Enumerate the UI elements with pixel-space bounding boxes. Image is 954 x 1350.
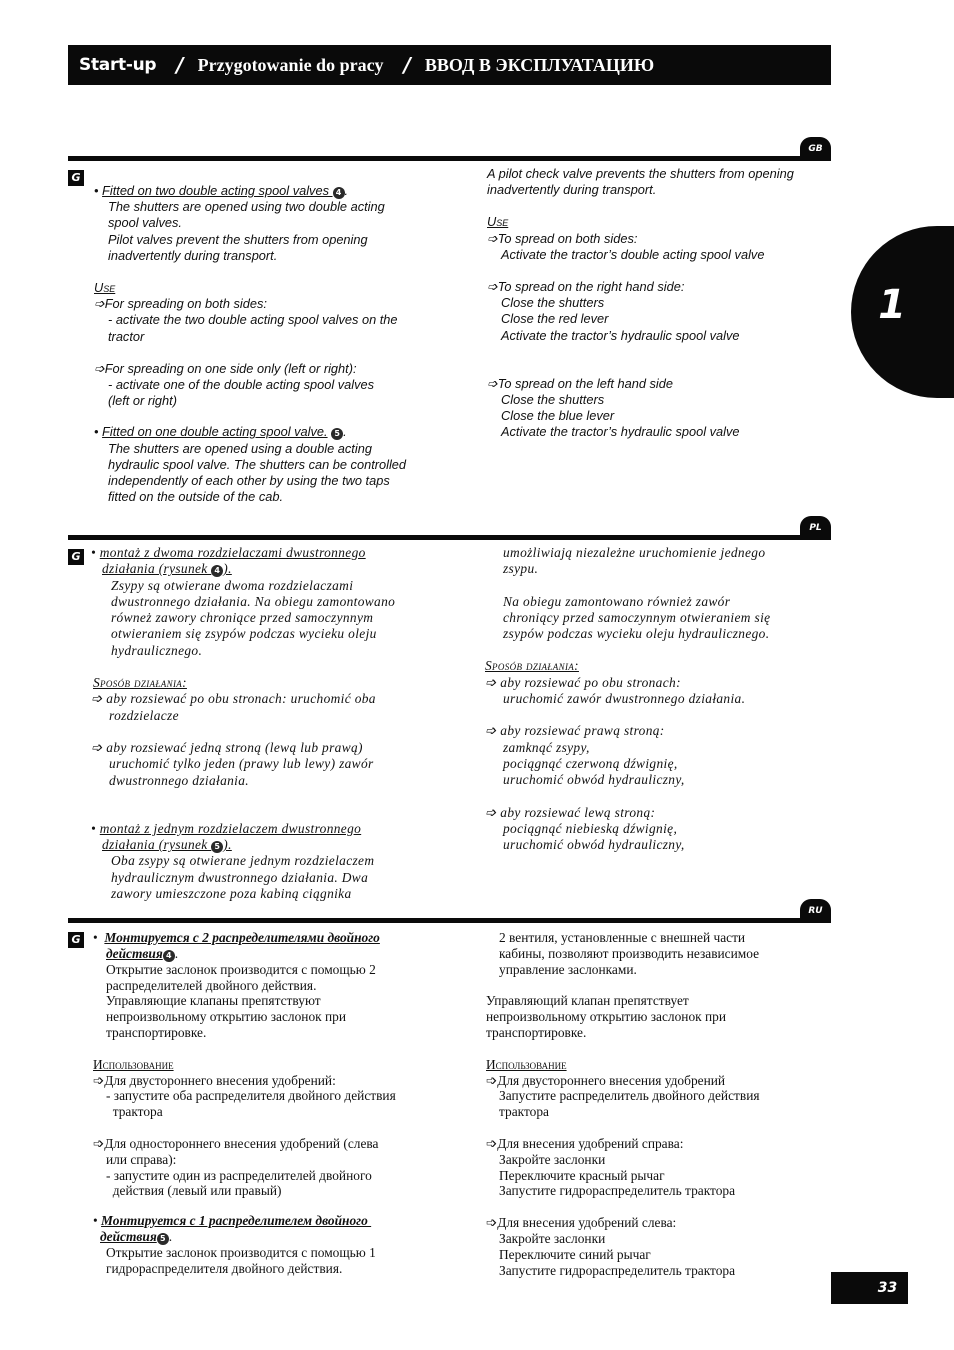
title-pl: Przygotowanie do pracy bbox=[197, 54, 384, 75]
ru-bullet2-body: Открытие заслонок производится с помощью 1 гидрораспределителя двойного действия. bbox=[106, 1244, 376, 1276]
figure-4-icon: 4 bbox=[211, 565, 223, 577]
arrow-icon: ➩ bbox=[486, 1072, 498, 1088]
figure-4-icon: 4 bbox=[163, 950, 175, 962]
figure-5-icon: 5 bbox=[157, 1233, 169, 1245]
arrow-icon: ➩ bbox=[93, 1072, 105, 1088]
ru-right-cont: 2 вентиля, установленные с внешней части кабины, позволяют производить независимое управление заслонками. bbox=[499, 930, 760, 977]
ru-use-label-right: Использование bbox=[486, 1056, 567, 1072]
gb-right-intro: A pilot check valve prevents the shutters from opening inadvertently during transport. bbox=[487, 166, 794, 198]
ru-bullet1-title: Монтируется с 2 распределителями двойного bbox=[104, 930, 380, 945]
page-header bbox=[68, 45, 831, 85]
title-ru: ВВОД В ЭКСПЛУАТАЦИЮ bbox=[424, 54, 655, 75]
language-badge-pl: PL bbox=[800, 516, 831, 539]
title-en: Start-up bbox=[79, 55, 157, 75]
figure-marker-gb: G bbox=[68, 170, 84, 186]
arrow-icon: ➩ bbox=[487, 375, 498, 391]
section-rule-ru bbox=[68, 918, 831, 923]
arrow-icon: ➩ bbox=[485, 674, 497, 690]
ru-bullet1-body: Открытие заслонок производится с помощью 2 распределителей двойного действия. Управляющие клапаны препятствуют непроизвольному открытию заслонок при транспортировке. bbox=[106, 961, 376, 1040]
ru-right-column: 2 вентиля, установленные с внешней части кабины, позволяют производить независимое управление заслонками. Управляющий клапан препятствует непроизвольному открытию заслонок при транспортировке. Использование ➩Для двустороннего внесения удобрений Запустите распределитель двойного действия трактора ➩Для внесения удобрений справа: Закройте заслонки Переключите красный рычаг Запустите гидрораспределитель трактора ➩Для внесения удобрений слева: Закройте заслонки Переключите синий рычаг Запустите гидрораспределитель трактора bbox=[486, 930, 760, 1278]
chapter-number: 1 bbox=[878, 282, 906, 328]
arrow-icon: ➩ bbox=[91, 691, 103, 707]
pl-bullet2-body: Oba zsypy są otwierane jednym rozdzielaczem hydraulicznym dwustronnego działania. Dwa zawory umieszczone poza kabiną ciągnika bbox=[111, 853, 375, 902]
arrow-icon: ➩ bbox=[94, 296, 105, 312]
arrow-icon: ➩ bbox=[485, 804, 497, 820]
pl-use-label-right: Sposób działania: bbox=[485, 658, 579, 674]
language-badge-ru: RU bbox=[800, 899, 831, 922]
page-number: 33 bbox=[877, 1280, 898, 1296]
ru-bullet2-title: Монтируется с 1 распределителем двойного bbox=[101, 1213, 372, 1229]
arrow-icon: ➩ bbox=[486, 1135, 498, 1151]
arrow-icon: ➩ bbox=[91, 739, 103, 755]
gb-bullet2-title: Fitted on one double acting spool valve. bbox=[102, 424, 328, 440]
pl-right-column: umożliwiają niezależne uruchomienie jednego zsypu. Na obiegu zamontowano również zawór chroniący przed samoczynnym otwieraniem się zsypów podczas wycieku oleju hydraulicznego. Sposób działania: ➩ aby rozsiewać po obu stronach: uruchomić zawór dwustronnego działania. ➩ aby rozsiewać prawą stroną: zamknąć zsypy, pociągnąć czerwoną dźwignię, uruchomić obwód hydrauliczny, ➩ aby rozsiewać lewą stroną: pociągnąć niebieską dźwignię, uruchomić obwód hydrauliczny, bbox=[485, 545, 771, 853]
gb-bullet2-body: The shutters are opened using a double acting hydraulic spool valve. The shutters can be controlled independently of each other by using the two taps fitted on the outside of the cab. bbox=[108, 440, 407, 505]
figure-marker-pl: G bbox=[68, 549, 84, 565]
section-rule-pl bbox=[68, 535, 831, 540]
gb-left-column: • Fitted on two double acting spool valves 4 . The shutters are opened using two double acting spool valves. Pilot valves prevent the shutters from opening inadvertently during transport. Use ➩For spreading on both sides: - activate the two double acting spool valves on the tractor ➩For spreading on one side only (left or right): - activate one of the double acting spool valves (left or right) • Fitted on one double acting spool valve. 5 . The shutters are opened using a double acting hydraulic spool valve. The shutters can be controlled independently of each other by using the two taps fitted on the outside of the cab. bbox=[94, 183, 407, 505]
figure-4-icon: 4 bbox=[333, 187, 345, 199]
gb-use-label: Use bbox=[94, 280, 116, 296]
section-rule-gb bbox=[68, 156, 831, 161]
figure-marker-ru: G bbox=[68, 932, 84, 948]
pl-right-intro: Na obiegu zamontowano również zawór chroniący przed samoczynnym otwieraniem się zsypów podczas wycieku oleju hydraulicznego. bbox=[503, 593, 771, 642]
pl-right-cont: umożliwiają niezależne uruchomienie jednego zsypu. bbox=[503, 545, 766, 577]
figure-5-icon: 5 bbox=[331, 428, 343, 440]
arrow-icon: ➩ bbox=[485, 723, 497, 739]
pl-bullet2-title: montaż z jednym rozdzielaczem dwustronnego bbox=[99, 820, 362, 836]
title-separator: / bbox=[403, 53, 411, 77]
gb-use-label-right: Use bbox=[487, 214, 509, 230]
arrow-icon: ➩ bbox=[93, 1135, 105, 1151]
arrow-icon: ➩ bbox=[486, 1215, 498, 1231]
ru-left-column: • Монтируется с 2 распределителями двойного действия 4 . Открытие заслонок производится с помощью 2 распределителей двойного действия. Управляющие клапаны препятствуют непроизвольному открытию заслонок при транспортировке. Использование ➩Для двустороннего внесения удобрений: - запустите оба распределителя двойного действия трактора ➩Для одностороннего внесения удобрений (слева или справа): - запустите один из распределителей двойного действия (левый или правый) • Монтируется с 1 распределителем двойного действия 5 . Открытие заслонок производится с помощью 1 гидрораспределителя двойного действия. bbox=[93, 930, 396, 1276]
pl-left-column: • montaż z dwoma rozdzielaczami dwustronnego działania (rysunek 4 ). Zsypy są otwierane dwoma rozdzielaczami dwustronnego działania. Na obiegu zamontowano równeż zawory chroniące przed samoczynnym otwieraniem się zsypów podczas wycieku oleju hydraulicznego. Sposób działania: ➩ aby rozsiewać po obu stronach: uruchomić oba rozdzielacze ➩ aby rozsiewać jedną stroną (lewą lub prawą) uruchomić tylko jeden (prawy lub lewy) zawór dwustronnego działania. • montaż z jednym rozdzielaczem dwustronnego działania (rysunek 5 ). Oba zsypy są otwierane jednym rozdzielaczem hydraulicznym dwustronnego działania. Dwa zawory umieszczone poza kabiną ciągnika bbox=[91, 545, 396, 902]
language-badge-gb: GB bbox=[800, 137, 831, 160]
gb-bullet1-title: Fitted on two double acting spool valves bbox=[102, 183, 333, 198]
pl-use-label: Sposób działania: bbox=[93, 675, 187, 691]
pl-bullet1-title: montaż z dwoma rozdzielaczami dwustronnego bbox=[99, 545, 366, 560]
figure-5-icon: 5 bbox=[211, 841, 223, 853]
ru-right-intro: Управляющий клапан препятствует непроизвольному открытию заслонок при транспортировке. bbox=[486, 993, 727, 1040]
arrow-icon: ➩ bbox=[94, 360, 105, 376]
arrow-icon: ➩ bbox=[487, 230, 498, 246]
arrow-icon: ➩ bbox=[487, 279, 498, 295]
gb-right-column: A pilot check valve prevents the shutters from opening inadvertently during transport. Use ➩To spread on both sides: Activate the tractor’s double acting spool valve ➩To spread on the right hand side: Close the shutters Close the red lever Activate the tractor’s hydraulic spool valve ➩To spread on the left hand side Close the shutters Close the blue lever Activate the tractor’s hydraulic spool valve bbox=[487, 166, 794, 440]
title-separator: / bbox=[176, 53, 184, 77]
page-number-box bbox=[831, 1272, 908, 1304]
ru-use-label: Использование bbox=[93, 1056, 174, 1072]
gb-bullet1-body: The shutters are opened using two double acting spool valves. Pilot valves prevent the shutters from opening inadvertently during transport. bbox=[108, 199, 385, 263]
pl-bullet1-body: Zsypy są otwierane dwoma rozdzielaczami dwustronnego działania. Na obiegu zamontowano równeż zawory chroniące przed samoczynnym otwieraniem się zsypów podczas wycieku oleju hydraulicznego. bbox=[111, 577, 396, 658]
